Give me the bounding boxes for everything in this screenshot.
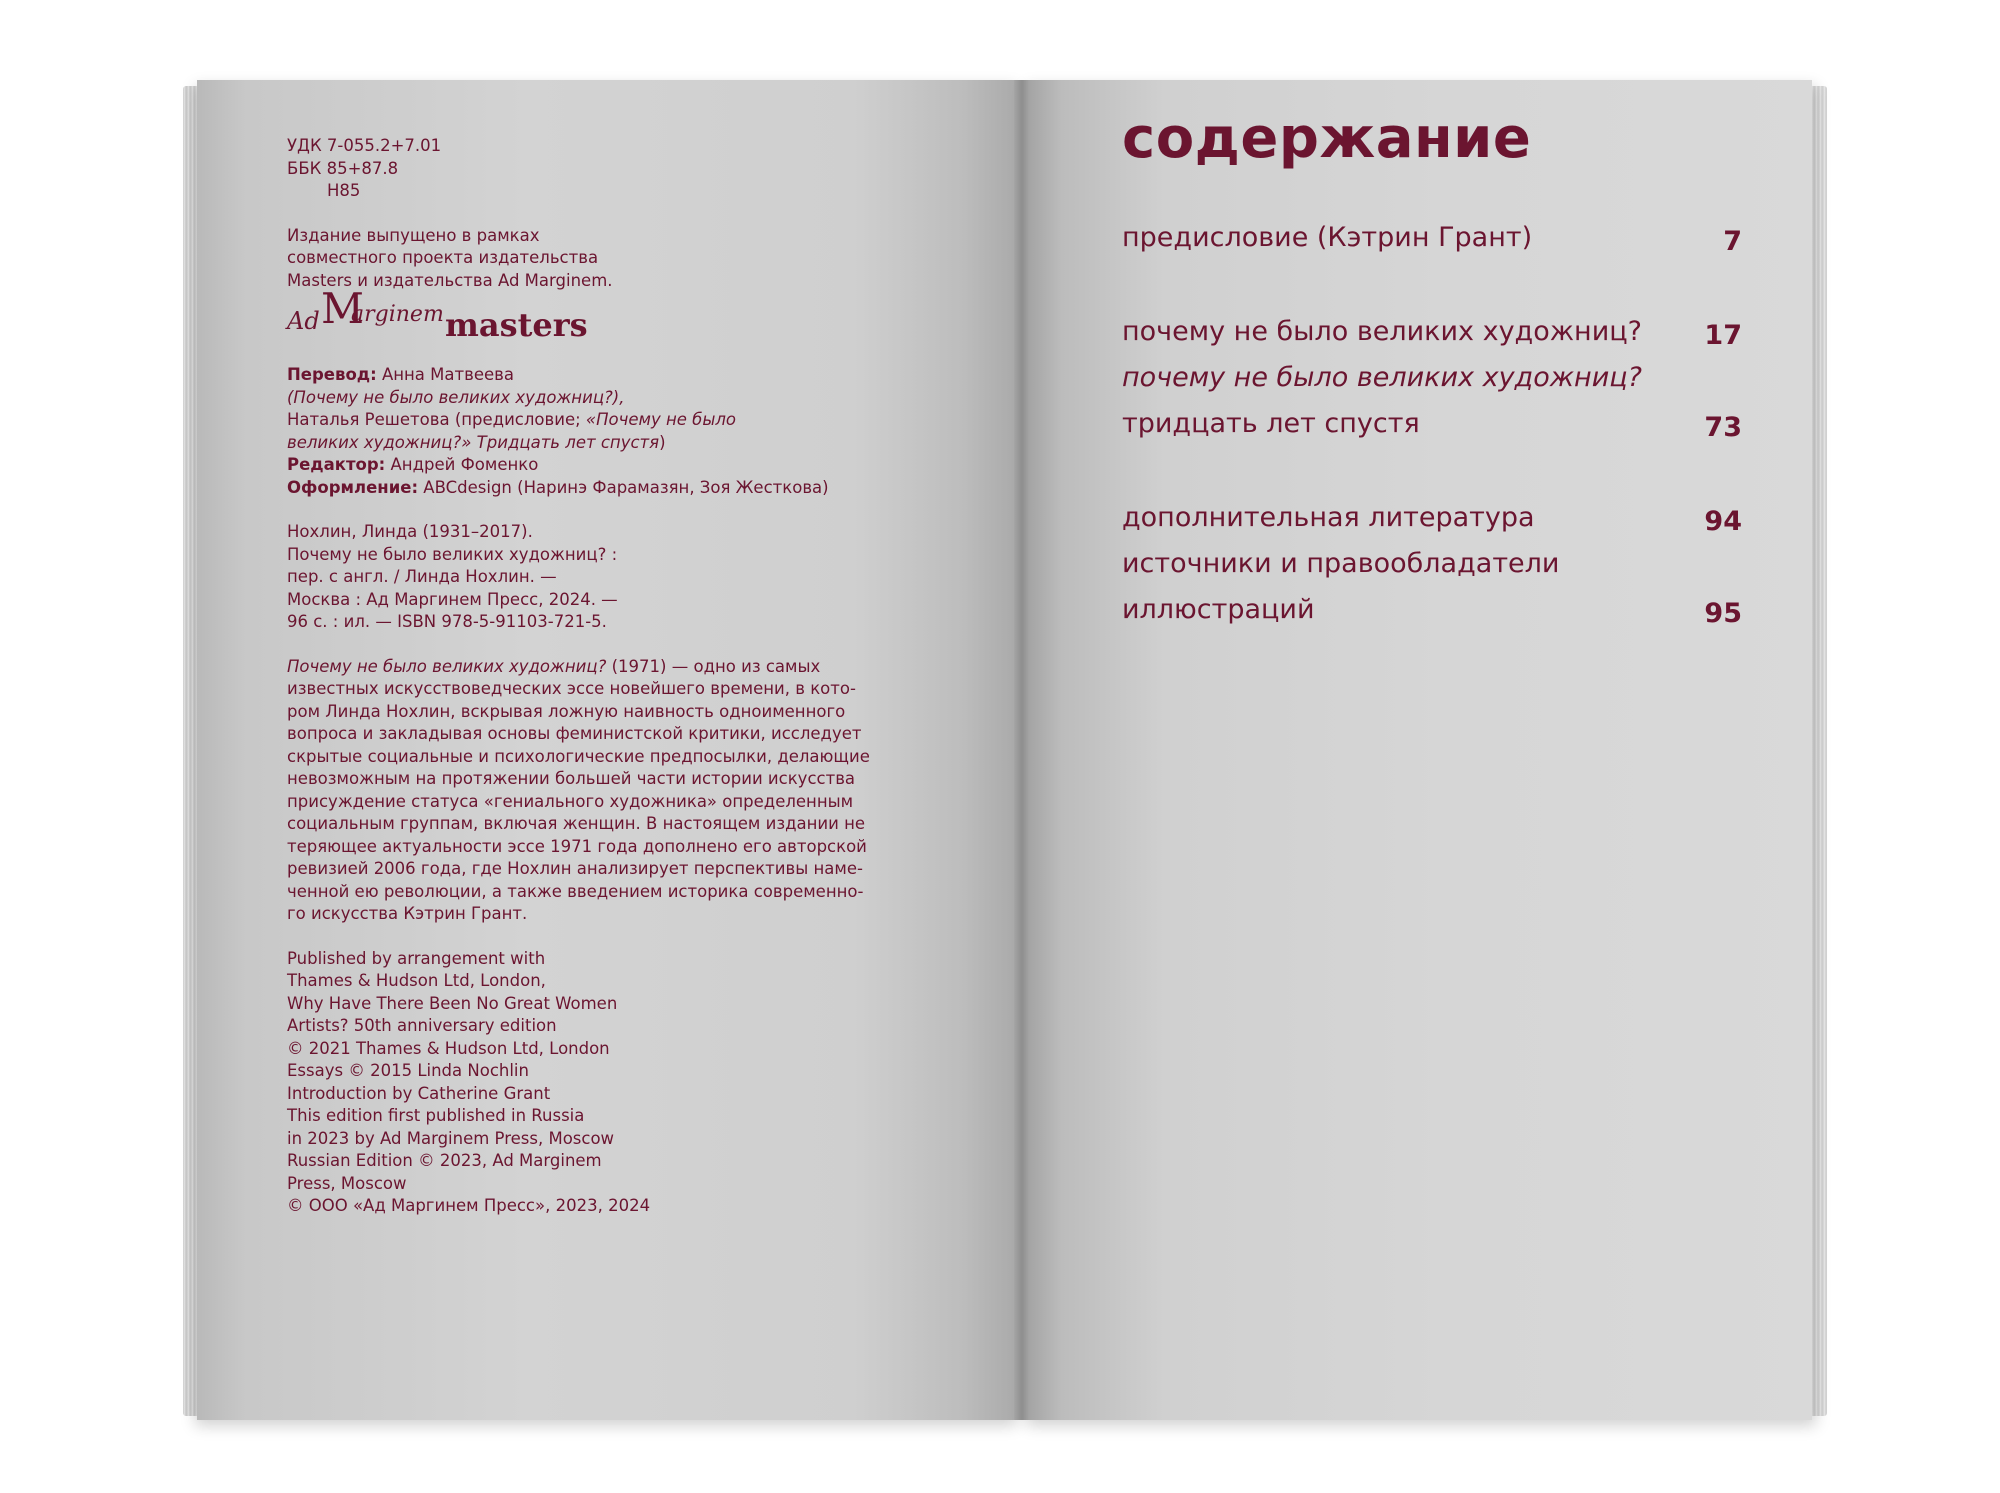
abstract-line: теряющее актуальности эссе 1971 года дополнено его авторской [287,836,867,856]
abstract-line: ченной ею революции, а также введением историка современно- [287,881,864,901]
english-credit-line: Published by arrangement with [287,948,546,968]
toc-entry-label: тридцать лет спустя [1122,408,1420,439]
english-credit-line: Artists? 50th anniversary edition [287,1016,557,1035]
edition-note-line: совместного проекта издательства [287,248,599,267]
english-credit-line: Press, Moscow [287,1173,407,1193]
bbk-code: ББК 85+87.8 [287,158,399,178]
toc-entry-label: почему не было великих художниц? [1122,362,1642,393]
toc-entry-thirty-years-cont [1122,408,1742,454]
abstract-line: известных искусствоведческих эссе новейшего времени, в кото- [287,679,856,698]
logo-arginem: arginem [351,302,444,327]
credit-editor: Редактор: Андрей Фоменко [287,455,539,474]
toc-entry-page: 95 [1704,598,1742,629]
credit-translation-title: (Почему не было великих художниц?), [287,387,625,407]
toc-entry-sources [1122,548,1742,594]
contents-title: содержание [1122,106,1532,171]
bibliographic-line: Нохлин, Линда (1931–2017). [287,522,533,541]
toc-entry-label: дополнительная литература [1122,502,1535,533]
english-credit-line: Essays © 2015 Linda Nochlin [287,1061,529,1080]
toc-entry-foreword [1122,222,1742,268]
abstract-line: скрытые социальные и психологические предпосылки, делающие [287,746,870,766]
english-credit-line: Russian Edition © 2023, Ad Marginem [287,1151,602,1170]
book-gutter [1014,80,1030,1420]
abstract-line: невозможным на протяжении большей части истории искусства [287,769,856,788]
udc-code: УДК 7-055.2+7.01 [287,136,442,155]
english-credit-line: Introduction by Catherine Grant [287,1083,551,1103]
toc-entry-sources-cont [1122,594,1742,640]
toc-entry-page: 94 [1704,506,1742,537]
english-credit-line: © 2021 Thames & Hudson Ltd, London [287,1038,610,1058]
abstract-line: го искусства Кэтрин Грант. [287,904,528,923]
credit-design: Оформление: ABCdesign (Наринэ Фарамазян, Зоя Жесткова) [287,477,829,497]
ad-marginem-masters-logo [287,284,887,354]
abstract-line: социальным группам, включая женщин. В настоящем издании не [287,814,866,833]
credit-translation-2: Наталья Решетова (предисловие; «Почему не было [287,410,736,429]
edition-note-line: Masters и издательства Ad Marginem. [287,270,613,290]
bibliographic-line: Почему не было великих художниц? : [287,544,618,564]
toc-entry-essay [1122,316,1742,362]
abstract-line: присуждение статуса «гениального художника» определенным [287,791,854,811]
toc-entry-label: почему не было великих художниц? [1122,316,1642,347]
english-credit-line: This edition first published in Russia [287,1106,585,1125]
toc-entry-thirty-years [1122,362,1742,408]
toc-entry-label: источники и правообладатели [1122,548,1560,579]
copyright-line: © ООО «Ад Маргинем Пресс», 2023, 2024 [287,1196,651,1215]
logo-m: M [321,284,365,333]
toc-entry-label: иллюстраций [1122,594,1315,625]
edition-note-line: Издание выпущено в рамках [287,225,540,245]
toc-entry-further-reading [1122,502,1742,548]
english-credit-line: Thames & Hudson Ltd, London, [287,971,546,990]
abstract-line: ром Линда Нохлин, вскрывая ложную наивность одноименного [287,701,846,721]
bibliographic-line: Москва : Ад Маргинем Пресс, 2024. — [287,589,618,609]
english-credit-line: in 2023 by Ad Marginem Press, Moscow [287,1128,615,1148]
abstract-line: ревизией 2006 года, где Нохлин анализирует перспективы наме- [287,859,863,878]
toc-entry-page: 7 [1723,226,1742,257]
author-mark: Н85 [327,181,361,200]
abstract-line: Почему не было великих художниц? (1971) — одно из самых [287,656,821,676]
logo-ad: Ad [287,307,320,335]
bibliographic-line: пер. с англ. / Линда Нохлин. — [287,567,557,586]
credit-translation-2-cont: великих художниц?» Тридцать лет спустя) [287,432,666,452]
toc-entry-label: предисловие (Кэтрин Грант) [1122,222,1533,253]
toc-entry-page: 73 [1704,412,1742,443]
bibliographic-line: 96 с. : ил. — ISBN 978-5-91103-721-5. [287,612,607,631]
table-of-contents [1122,222,1742,640]
toc-entry-page: 17 [1704,320,1742,351]
imprint-block [287,135,887,1218]
english-credit-line: Why Have There Been No Great Women [287,993,618,1013]
abstract-line: вопроса и закладывая основы феминистской критики, исследует [287,724,862,743]
logo-masters: masters [445,306,588,344]
credit-translation: Перевод: Анна Матвеева [287,365,514,384]
